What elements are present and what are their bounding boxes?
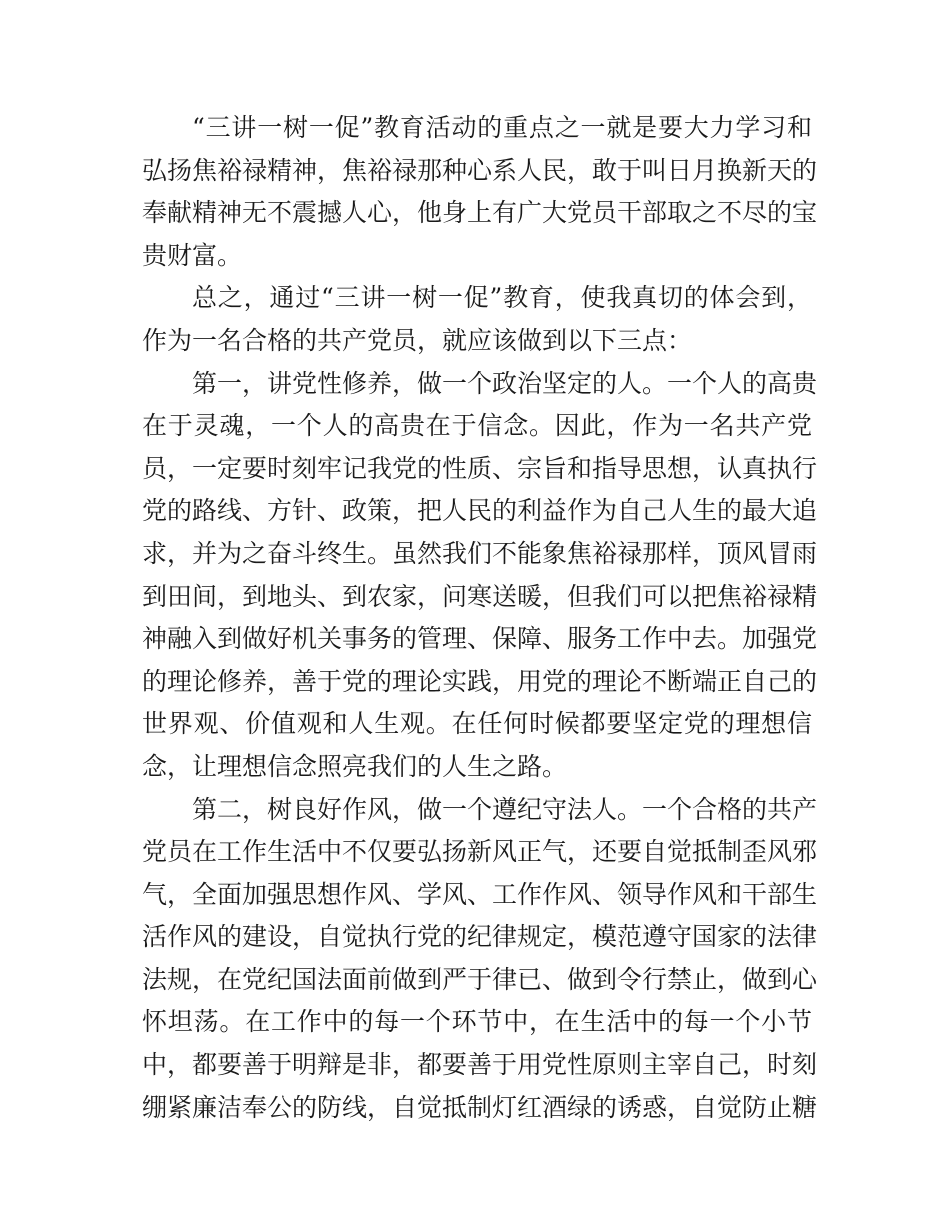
paragraph-line: 第二，树良好作风，做一个遵纪守法人。一个合格的共产 [192, 794, 818, 824]
paragraph-line: 求，并为之奋斗终生。虽然我们不能象焦裕禄那样，顶风冒雨 [142, 538, 818, 568]
paragraph-line: 在于灵魂，一个人的高贵在于信念。因此，作为一名共产党 [142, 411, 812, 441]
paragraph-line: 怀坦荡。在工作中的每一个环节中，在生活中的每一个小节 [142, 1007, 812, 1037]
paragraph-line: 念，让理想信念照亮我们的人生之路。 [142, 751, 568, 781]
paragraph-line: 奉献精神无不震撼人心，他身上有广大党员干部取之不尽的宝 [142, 198, 818, 228]
paragraph-line: 弘扬焦裕禄精神，焦裕禄那种心系人民，敢于叫日月换新天的 [142, 155, 818, 185]
document-body [142, 107, 818, 1129]
paragraph-line: 世界观、价值观和人生观。在任何时候都要坚定党的理想信 [142, 709, 812, 739]
paragraph-line: 党员在工作生活中不仅要弘扬新风正气，还要自觉抵制歪风邪 [142, 837, 818, 867]
paragraph-line: 作为一名合格的共产党员，就应该做到以下三点： [142, 325, 693, 355]
paragraph-line: 活作风的建设，自觉执行党的纪律规定，模范遵守国家的法律 [142, 922, 818, 952]
paragraph-line: 绷紧廉洁奉公的防线，自觉抵制灯红酒绿的诱惑，自觉防止糖 [142, 1092, 818, 1122]
paragraph-line: 第一，讲党性修养，做一个政治坚定的人。一个人的高贵 [192, 368, 818, 398]
paragraph-line: 员，一定要时刻牢记我党的性质、宗旨和指导思想，认真执行 [142, 453, 818, 483]
paragraph-line: 总之，通过“三讲一树一促”教育，使我真切的体会到， [192, 283, 812, 313]
paragraph-line: 党的路线、方针、政策，把人民的利益作为自己人生的最大追 [142, 496, 818, 526]
paragraph-line: 的理论修养，善于党的理论实践，用党的理论不断端正自己的 [142, 666, 818, 696]
paragraph-line: 中，都要善于明辩是非，都要善于用党性原则主宰自己，时刻 [142, 1050, 818, 1080]
paragraph-line: 神融入到做好机关事务的管理、保障、服务工作中去。加强党 [142, 624, 818, 654]
paragraph-line: 法规，在党纪国法面前做到严于律已、做到令行禁止，做到心 [142, 964, 818, 994]
paragraph-line: 到田间，到地头、到农家，问寒送暖，但我们可以把焦裕禄精 [142, 581, 818, 611]
paragraph-line: “三讲一树一促”教育活动的重点之一就是要大力学习和 [192, 113, 812, 142]
paragraph-line: 贵财富。 [142, 240, 243, 270]
paragraph-line: 气，全面加强思想作风、学风、工作作风、领导作风和干部生 [142, 879, 818, 909]
